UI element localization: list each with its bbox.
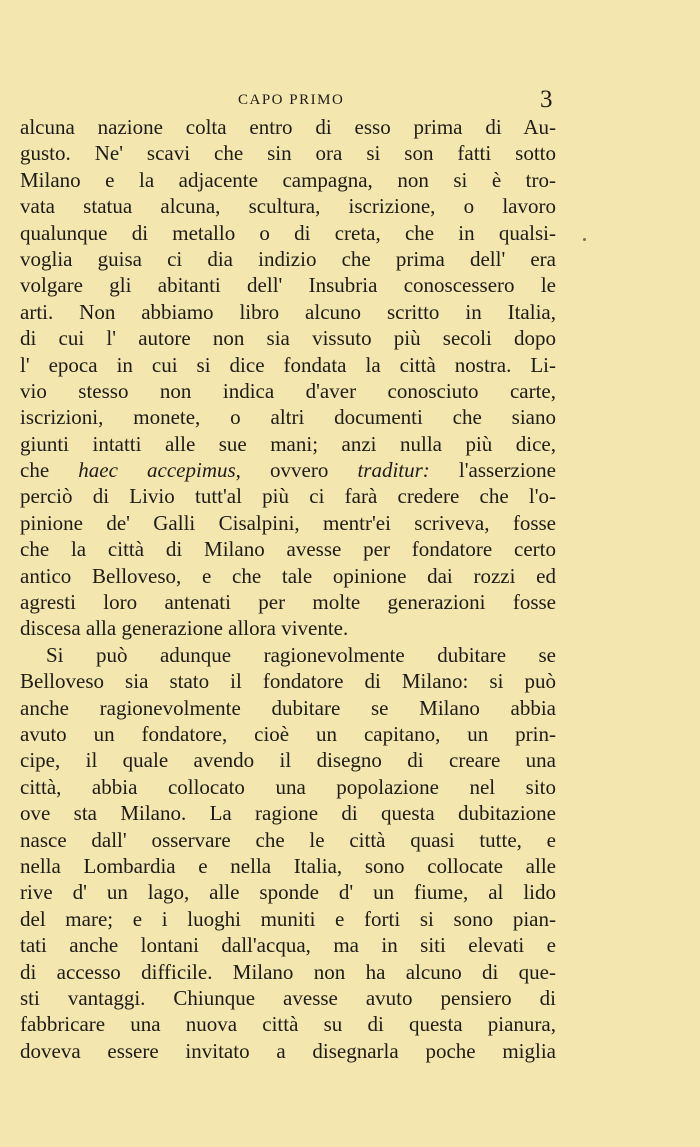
text-line: che la città di Milano avesse per fondatore certo [20,537,556,562]
running-head: CAPO PRIMO [238,92,345,108]
text-line: giunti intatti alle sue mani; anzi nulla più dice, [20,431,556,456]
text-line-with-latin [20,457,556,483]
text-line: antico Belloveso, e che tale opinione dai rozzi ed [20,563,556,588]
paper-speck [583,238,586,241]
text-fragment: , ovvero [235,458,358,483]
page-header [0,86,700,116]
text-line: nasce dall' osservare che le città quasi tutte, e [20,827,556,852]
text-line: qualunque di metallo o di creta, che in qualsi- [20,220,556,245]
text-line: l' epoca in cui si dice fondata la città nostra. Li- [20,352,556,377]
latin-quote: traditur: [357,458,430,483]
text-line: discesa alla generazione allora vivente. [20,616,349,641]
text-line: vata statua alcuna, scultura, iscrizione, o lavoro [20,194,556,219]
text-line: agresti loro antenati per molte generazioni fosse [20,590,556,615]
text-fragment: l'asserzione [429,458,556,483]
text-line: di accesso difficile. Milano non ha alcuno di que- [20,959,556,984]
text-line: cipe, il quale avendo il disegno di creare una [20,748,556,773]
text-line: iscrizioni, monete, o altri documenti che siano [20,405,556,430]
text-line: del mare; e i luoghi muniti e forti si sono pian- [20,906,556,931]
text-line: anche ragionevolmente dubitare se Milano abbia [20,695,556,720]
text-line: alcuna nazione colta entro di esso prima di Au- [20,115,556,139]
text-line: nella Lombardia e nella Italia, sono collocate alle [20,853,556,878]
text-line: ove sta Milano. La ragione di questa dubitazione [20,801,556,826]
text-line: gusto. Ne' scavi che sin ora si son fatti sotto [20,141,556,166]
text-line: di cui l' autore non sia vissuto più secoli dopo [20,326,556,351]
body-text [20,114,556,1064]
text-line: rive d' un lago, alle sponde d' un fiume, al lido [20,880,556,905]
paragraph-start-line: Si può adunque ragionevolmente dubitare se [46,642,556,667]
text-line: volgare gli abitanti dell' Insubria conoscessero le [20,273,556,298]
text-line: sti vantaggi. Chiunque avesse avuto pensiero di [20,985,556,1010]
text-line: Milano e la adjacente campagna, non si è tro- [20,167,556,192]
text-line: pinione de' Galli Cisalpini, mentr'ei scriveva, fosse [20,510,556,535]
text-line: voglia guisa ci dia indizio che prima dell' era [20,246,556,271]
text-line: tati anche lontani dall'acqua, ma in siti elevati e [20,933,556,958]
text-line: perciò di Livio tutt'al più ci farà credere che l'o- [20,484,556,509]
page-number: 3 [540,86,553,113]
text-line: arti. Non abbiamo libro alcuno scritto in Italia, [20,299,556,324]
text-fragment: che [20,458,79,483]
text-line: doveva essere invitato a disegnarla poche miglia [20,1038,556,1063]
text-line: Belloveso sia stato il fondatore di Milano: si può [20,669,556,694]
text-line: città, abbia collocato una popolazione nel sito [20,774,556,799]
latin-quote: haec accepimus [78,458,236,483]
text-line: fabbricare una nuova città su di questa pianura, [20,1012,556,1037]
text-line: avuto un fondatore, cioè un capitano, un prin- [20,721,556,746]
text-line: vio stesso non indica d'aver conosciuto carte, [20,378,556,403]
